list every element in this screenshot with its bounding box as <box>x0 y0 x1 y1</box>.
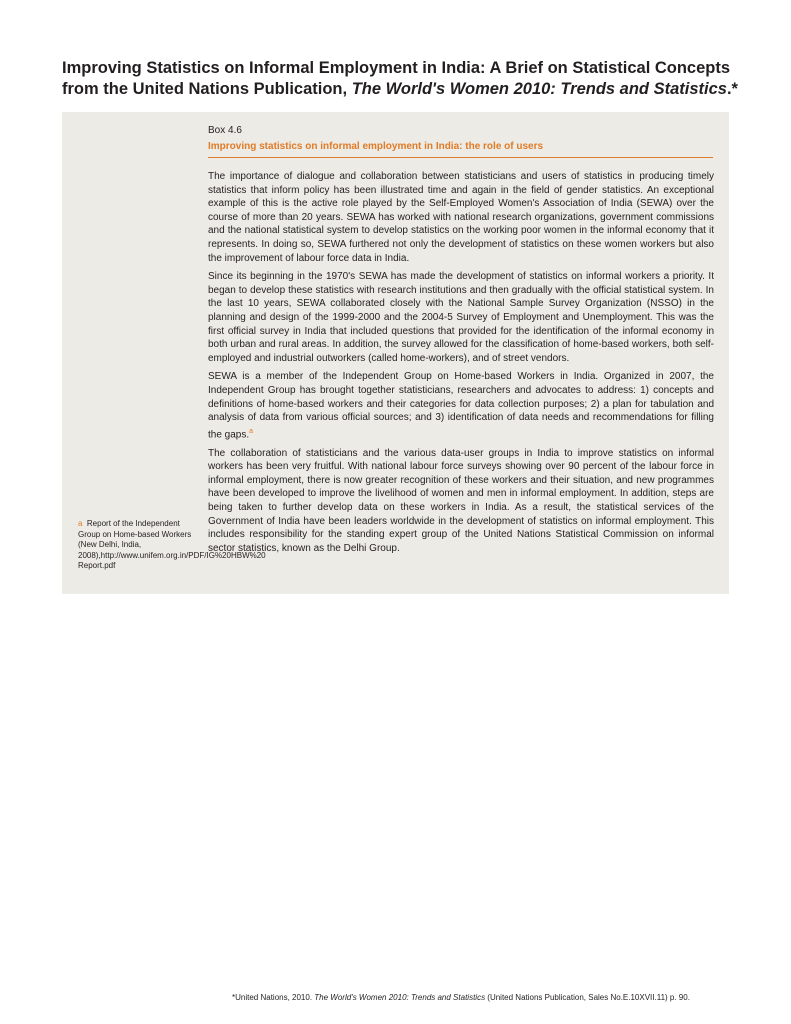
sidenote-marker: a <box>78 519 83 528</box>
box-label: Box 4.6 <box>208 125 242 136</box>
box-body <box>208 170 714 560</box>
sidenote-text: Report of the Independent Group on Home-based Workers (New Delhi, India, 2008),http://www.unifem.org.in/PDF/IG%20HBW%20 Report.pdf <box>78 519 266 570</box>
footer-suffix: (United Nations Publication, Sales No.E.10XVII.11) p. 90. <box>485 993 690 1002</box>
paragraph-3-text: SEWA is a member of the Independent Group on Home-based Workers in India. Organized in 2007, the Independent Group has brought together statisticians, researchers and advocates to address: 1) concepts and definitions of home-based workers and their categories for data collection purposes; 2) a plan for tabulation and analysis of data from various official sources; and 3) identification of data needs and recommendations for filling the gaps. <box>208 371 714 441</box>
paragraph-2: Since its beginning in the 1970's SEWA has made the development of statistics on informal workers a priority. It began to develop these statistics with research institutions and then gradually with the official statistical system. In the last 10 years, SEWA collaborated closely with the National Sample Survey Organization (NSSO) in the planning and design of the 1999-2000 and the 2004-5 Survey of Employment and Unemployment. This was the first official survey in India that included questions that provided for the identification of the informal economy in both urban and rural areas. In addition, the survey allowed for the classification of home-based workers, both self-employed and industrial outworkers (called home-workers), and of street vendors. <box>208 271 714 364</box>
sidenote <box>78 519 266 572</box>
content-box <box>62 112 729 594</box>
paragraph-1: The importance of dialogue and collaboration between statisticians and users of statistics in producing timely statistics that inform policy has been illustrated time and again in the field of gender statistics. An exceptional example of this is the active role played by the Self-Employed Women's Association of India (SEWA) over the course of more than 20 years. SEWA has worked with national research organizations, government commissions and the national statistical system to develop statistics on the working poor women in the informal economy that it represents. In doing so, SEWA furthered not only the development of statistics on these women workers but also the improvement of labour force data in India. <box>208 171 714 264</box>
page-footer <box>232 993 752 1002</box>
document-title-text: Improving Statistics on Informal Employment in India: A Brief on Statistical Concepts from the United Nations Publication, <box>62 59 731 98</box>
paragraph-3 <box>208 370 714 441</box>
box-heading: Improving statistics on informal employment in India: the role of users <box>208 141 713 158</box>
footer-text: *United Nations, 2010. <box>232 993 315 1002</box>
document-title <box>62 58 742 100</box>
paragraph-4: The collaboration of statisticians and the various data-user groups in India to improve statistics on informal workers has been very fruitful. With national labour force surveys showing over 90 percent of the labour force in informal employment, there is now greater recognition of these workers and their situation, and new programmes have been developed to improve the livelihood of women and men in informal employment. In addition, steps are being taken to further develop data on these workers in India. As a result, the statistical services of the Government of India have been leaders worldwide in the development of statistics on informal employment. This includes responsibility for the standing expert group of the United Nations Statistical Commission on informal sector statistics, known as the Delhi Group. <box>208 447 714 554</box>
document-title-suffix: .* <box>726 80 738 98</box>
document-title-italic: The World's Women 2010: Trends and Statistics <box>351 80 727 98</box>
footer-italic: The World's Women 2010: Trends and Statistics <box>314 993 486 1002</box>
footnote-reference: a <box>249 427 254 435</box>
